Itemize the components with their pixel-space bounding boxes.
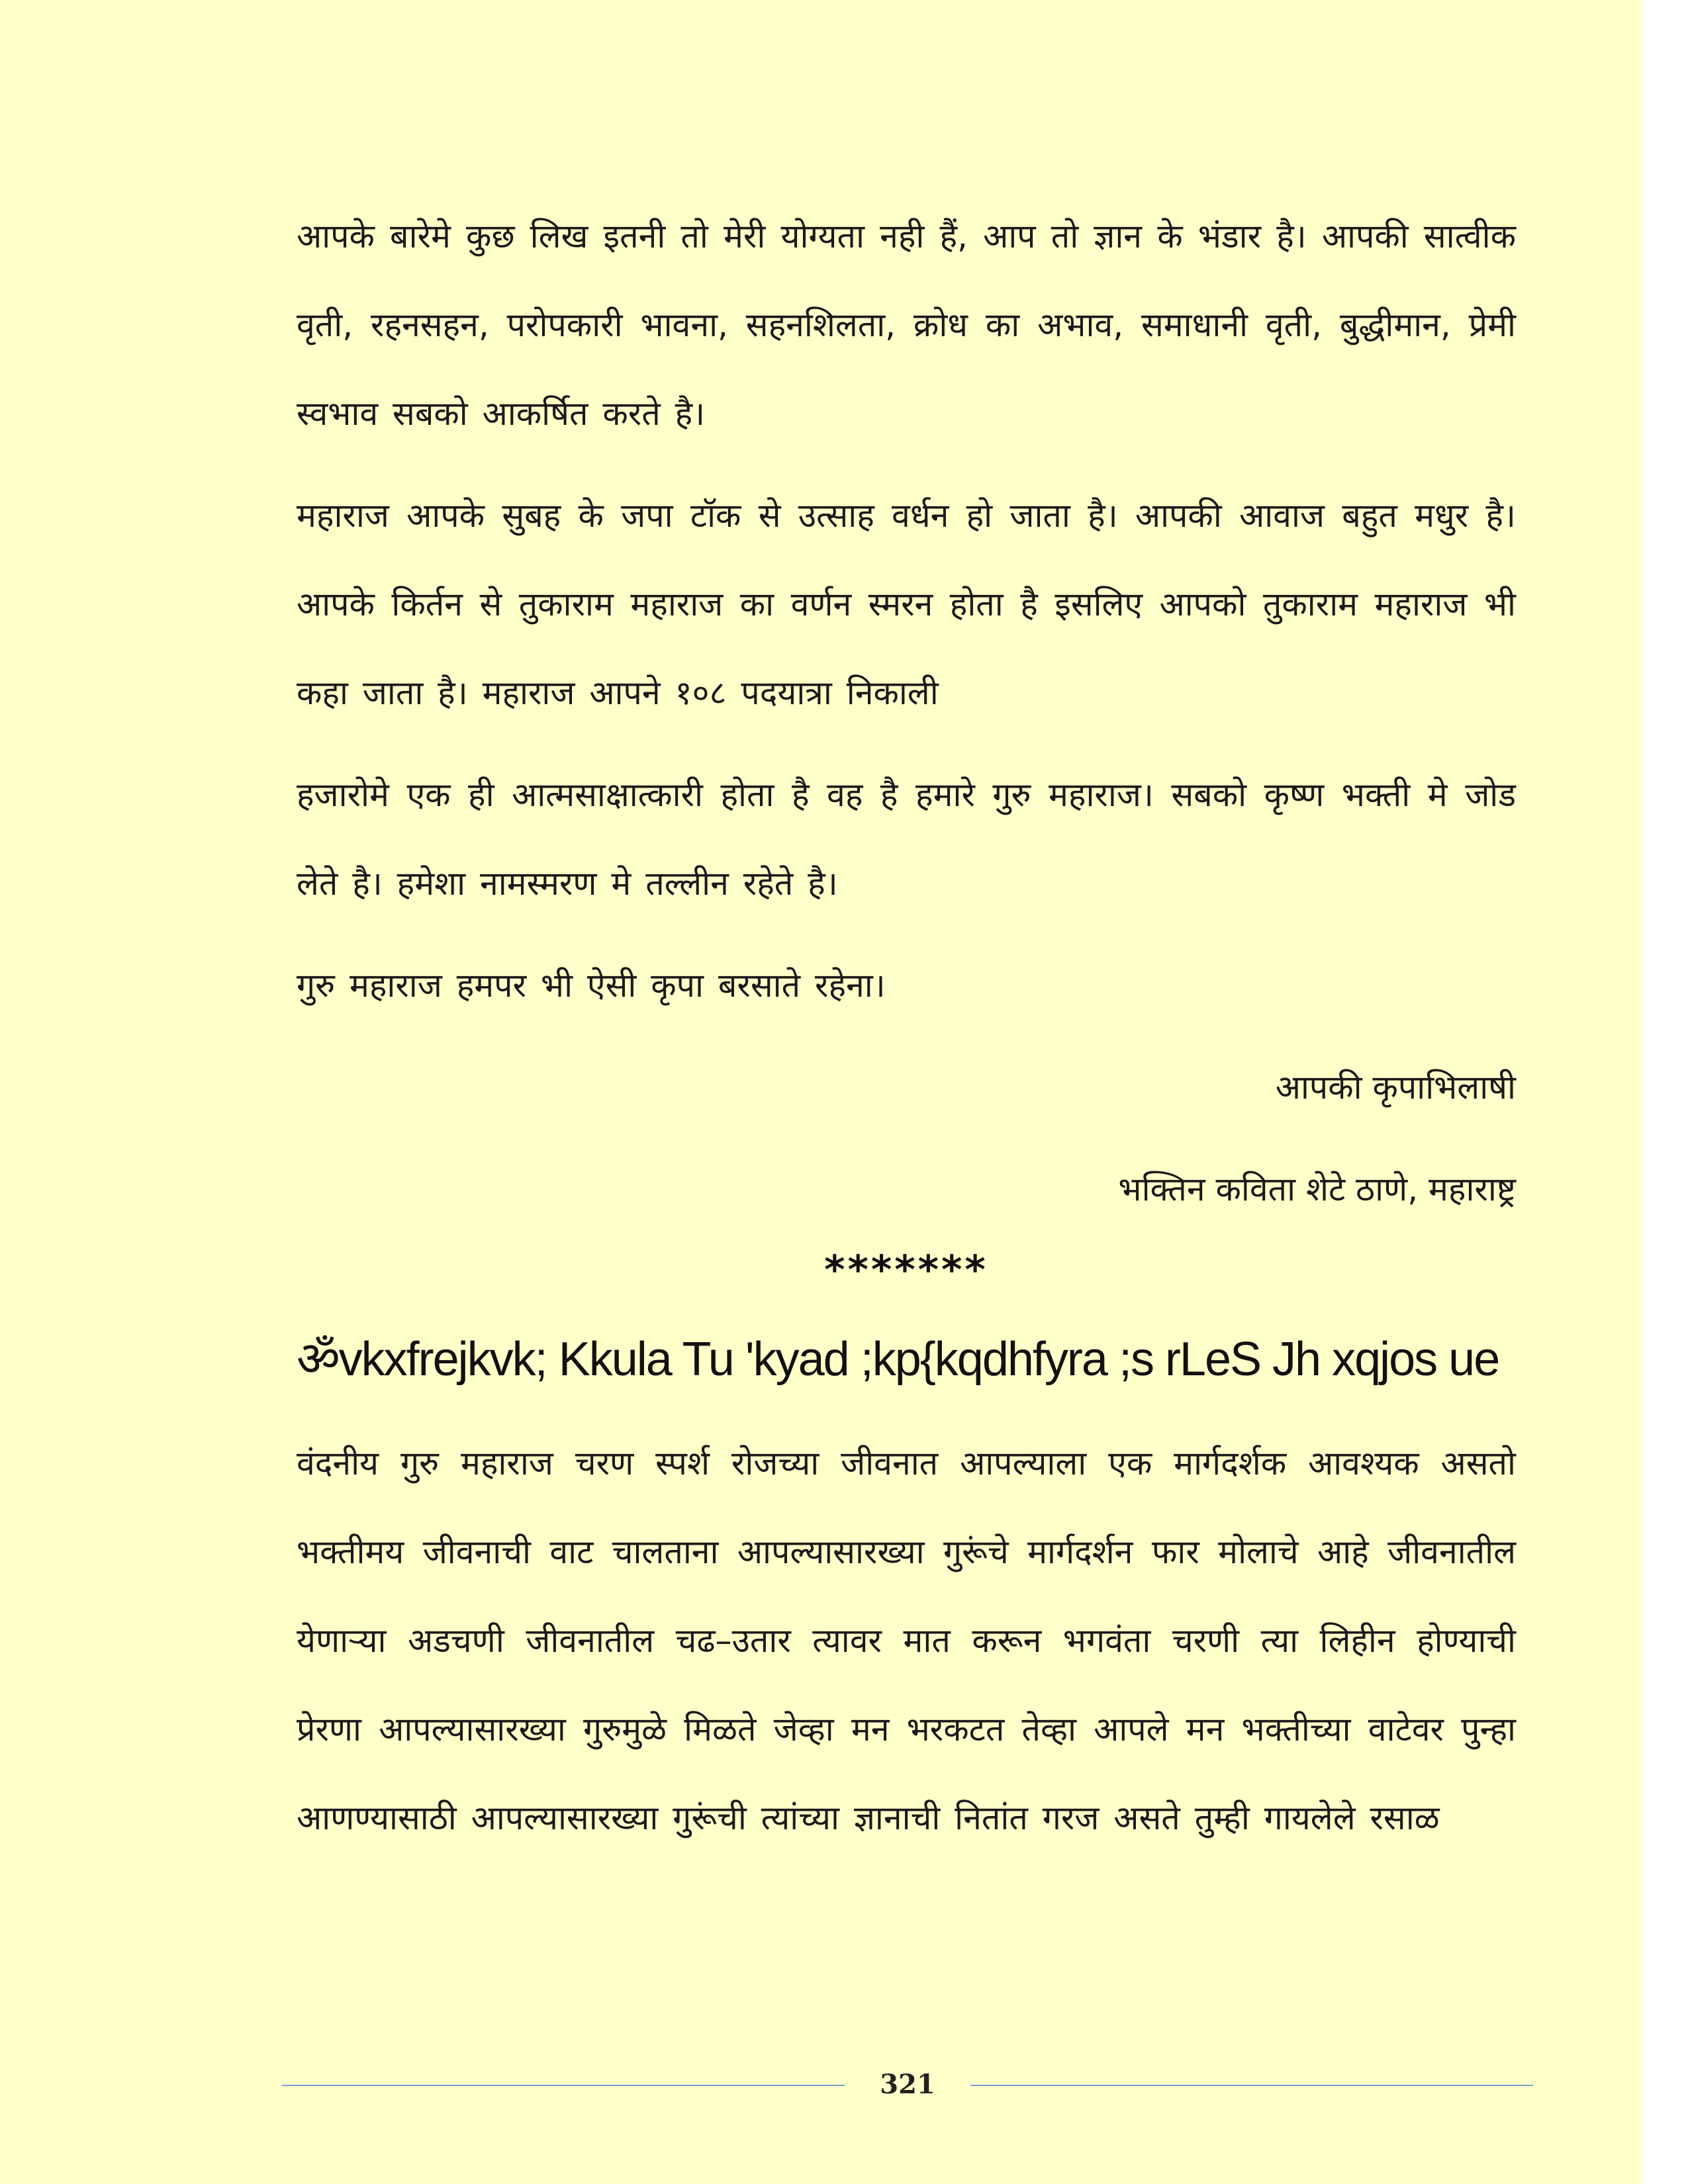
signature-closing: आपकी कृपाभिलाषी bbox=[1275, 1068, 1516, 1107]
footer-rule-left bbox=[282, 2085, 845, 2086]
paragraph-4: गुरु महाराज हमपर भी ऐसी कृपा बरसाते रहेना। bbox=[297, 966, 886, 1005]
footer-rule-right bbox=[970, 2085, 1533, 2086]
paragraph-3: हजारोमे एक ही आत्मसाक्षात्कारी होता है वह है हमारे गुरु महाराज। सबको कृष्ण भक्ती मे जोड लेते है। हमेशा नामस्मरण मे तल्लीन रहेते है। bbox=[297, 776, 1516, 903]
section-separator: ******* bbox=[824, 1247, 988, 1293]
section-heading: ॐvkxfrejkvk; Kkula Tu 'kyad ;kp{kqdhfyra ;s rLeS Jh xqjos ue bbox=[297, 1333, 1499, 1386]
page-content bbox=[297, 192, 1516, 1876]
page-number: 321 bbox=[880, 2069, 935, 2100]
page-footer bbox=[282, 2065, 1533, 2105]
paragraph-1: आपके बारेमे कुछ लिख इतनी तो मेरी योग्यता नही हैं, आप तो ज्ञान के भंडार है। आपकी सात्वीक वृती, रहनसहन, परोपकारी भावना, सहनशिलता, क्रोध का अभाव, समाधानी वृती, बुद्धीमान, प्रेमी स्वभाव सबको आकर्षित करते है। bbox=[297, 217, 1516, 433]
paragraph-5: वंदनीय गुरु महाराज चरण स्पर्श रोजच्या जीवनात आपल्याला एक मार्गदर्शक आवश्यक असतो भक्तीमय जीवनाची वाट चालताना आपल्यासारख्या गुरूंचे मार्गदर्शन फार मोलाचे आहे जीवनातील येणाऱ्या अडचणी जीवनातील चढ–उतार त्यावर मात करून भगवंता चरणी त्या लिहीन होण्याची प्रेरणा आपल्यासारख्या गुरुमुळे मिळते जेव्हा मन भरकटत तेव्हा आपले मन भक्तीच्या वाटेवर पुन्हा आणण्यासाठी आपल्यासारख्या गुरूंची त्यांच्या ज्ञानाची नितांत गरज असते तुम्ही गायलेले रसाळ bbox=[297, 1444, 1516, 1837]
paragraph-2: महाराज आपके सुबह के जपा टॉक से उत्साह वर्धन हो जाता है। आपकी आवाज बहुत मधुर है। आपके किर्तन से तुकाराम महाराज का वर्णन स्मरन होता है इसलिए आपको तुकाराम महाराज भी कहा जाता है। महाराज आपने १०८ पदयात्रा निकाली bbox=[297, 496, 1516, 712]
signature-name: भक्तिन कविता शेटे ठाणे, महाराष्ट्र bbox=[1118, 1170, 1516, 1208]
